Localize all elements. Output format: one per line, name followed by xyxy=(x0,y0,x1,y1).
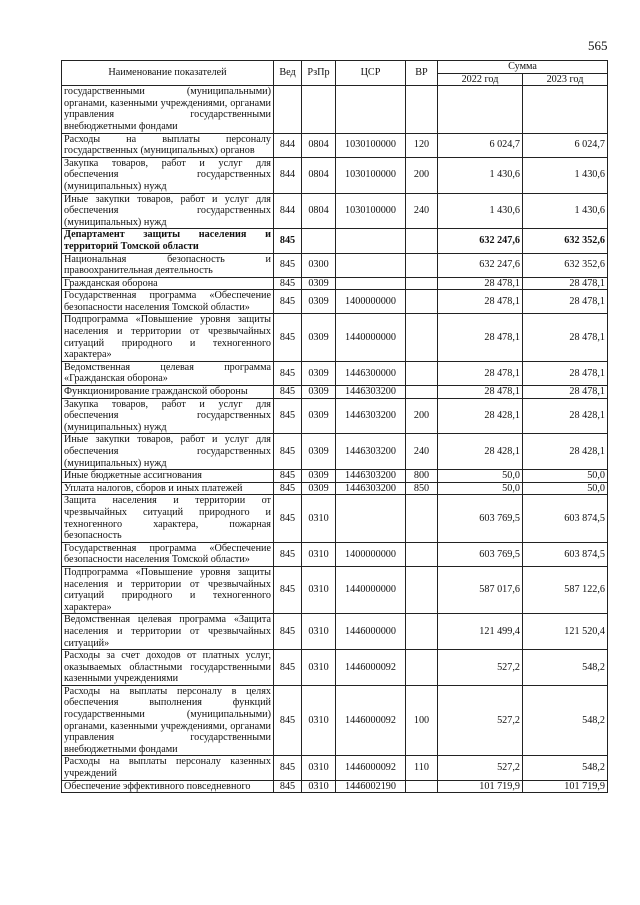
table-cell-sum-2023: 1 430,6 xyxy=(523,193,608,229)
table-cell-name: Иные бюджетные ассигнования xyxy=(62,470,274,483)
table-cell-sum-2022: 6 024,7 xyxy=(438,133,523,157)
table-row xyxy=(62,277,608,290)
table-cell-ved: 845 xyxy=(274,361,302,385)
table-cell-sum-2022 xyxy=(438,86,523,133)
table-cell-ved: 845 xyxy=(274,650,302,686)
table-cell-sum-2022: 28 478,1 xyxy=(438,290,523,314)
table-cell-sum-2022: 603 769,5 xyxy=(438,495,523,542)
table-cell-sum-2023: 121 520,4 xyxy=(523,614,608,650)
table-cell-sum-2022: 28 478,1 xyxy=(438,361,523,385)
table-cell-sum-2022: 50,0 xyxy=(438,482,523,495)
table-cell-csr xyxy=(336,253,406,277)
table-row xyxy=(62,253,608,277)
table-cell-rzpr: 0310 xyxy=(302,566,336,613)
table-cell-csr: 1030100000 xyxy=(336,193,406,229)
table-cell-sum-2022: 527,2 xyxy=(438,685,523,756)
table-cell-csr: 1446303200 xyxy=(336,434,406,470)
table-cell-name: Защита населения и территории от чрезвычайных ситуаций природного и техногенного характера, пожарная безопасность xyxy=(62,495,274,542)
table-cell-name: государственными (муниципальными) органами, казенными учреждениями, органами управления государственными внебюджетными фондами xyxy=(62,86,274,133)
table-cell-ved: 844 xyxy=(274,133,302,157)
table-cell-name: Функционирование гражданской обороны xyxy=(62,386,274,399)
table-cell-rzpr: 0309 xyxy=(302,277,336,290)
table-cell-rzpr: 0309 xyxy=(302,361,336,385)
table-row xyxy=(62,157,608,193)
table-cell-csr: 1400000000 xyxy=(336,542,406,566)
table-cell-ved: 845 xyxy=(274,542,302,566)
table-cell-rzpr: 0310 xyxy=(302,495,336,542)
table-row xyxy=(62,470,608,483)
table-row xyxy=(62,398,608,434)
table-cell-csr xyxy=(336,86,406,133)
table-cell-csr: 1446303200 xyxy=(336,482,406,495)
table-row xyxy=(62,482,608,495)
table-cell-ved: 845 xyxy=(274,253,302,277)
table-cell-name: Ведомственная целевая программа «Защита населения и территории от чрезвычайных ситуаций» xyxy=(62,614,274,650)
table-body xyxy=(62,86,608,793)
table-cell-sum-2023: 587 122,6 xyxy=(523,566,608,613)
table-cell-ved: 844 xyxy=(274,193,302,229)
table-cell-ved: 845 xyxy=(274,495,302,542)
table-cell-sum-2022: 50,0 xyxy=(438,470,523,483)
table-cell-sum-2022: 28 428,1 xyxy=(438,398,523,434)
table-cell-sum-2023: 28 478,1 xyxy=(523,290,608,314)
table-cell-sum-2023: 6 024,7 xyxy=(523,133,608,157)
table-cell-ved: 845 xyxy=(274,314,302,361)
table-cell-vr: 110 xyxy=(406,756,438,780)
table-cell-ved: 845 xyxy=(274,277,302,290)
table-cell-sum-2023: 548,2 xyxy=(523,756,608,780)
table-cell-ved: 845 xyxy=(274,756,302,780)
table-cell-csr: 1440000000 xyxy=(336,566,406,613)
table-cell-csr: 1446303200 xyxy=(336,398,406,434)
table-cell-name: Подпрограмма «Повышение уровня защиты населения и территории от чрезвычайных ситуаций природного и техногенного характера» xyxy=(62,566,274,613)
table-cell-rzpr: 0309 xyxy=(302,398,336,434)
table-cell-ved: 845 xyxy=(274,470,302,483)
table-cell-sum-2023: 1 430,6 xyxy=(523,157,608,193)
table-cell-name: Ведомственная целевая программа «Гражданская оборона» xyxy=(62,361,274,385)
table-cell-vr xyxy=(406,614,438,650)
table-cell-rzpr: 0309 xyxy=(302,290,336,314)
table-cell-vr xyxy=(406,253,438,277)
table-cell-sum-2022: 1 430,6 xyxy=(438,193,523,229)
table-cell-vr: 100 xyxy=(406,685,438,756)
table-cell-name: Государственная программа «Обеспечение безопасности населения Томской области» xyxy=(62,290,274,314)
table-cell-vr: 240 xyxy=(406,434,438,470)
table-cell-sum-2022: 603 769,5 xyxy=(438,542,523,566)
table-cell-ved: 845 xyxy=(274,566,302,613)
table-cell-vr xyxy=(406,86,438,133)
table-cell-vr xyxy=(406,566,438,613)
table-cell-sum-2023: 28 478,1 xyxy=(523,277,608,290)
table-row xyxy=(62,290,608,314)
table-cell-csr: 1446000092 xyxy=(336,650,406,686)
table-cell-rzpr xyxy=(302,229,336,253)
table-cell-csr: 1030100000 xyxy=(336,133,406,157)
table-cell-vr: 200 xyxy=(406,157,438,193)
table-cell-csr: 1446300000 xyxy=(336,361,406,385)
table-cell-sum-2022: 121 499,4 xyxy=(438,614,523,650)
table-cell-vr xyxy=(406,780,438,793)
table-cell-csr: 1446000092 xyxy=(336,685,406,756)
table-cell-name: Государственная программа «Обеспечение безопасности населения Томской области» xyxy=(62,542,274,566)
table-cell-rzpr: 0310 xyxy=(302,685,336,756)
table-cell-sum-2022: 527,2 xyxy=(438,756,523,780)
table-cell-ved: 845 xyxy=(274,614,302,650)
table-cell-vr xyxy=(406,542,438,566)
table-cell-rzpr: 0804 xyxy=(302,133,336,157)
table-cell-csr: 1446000092 xyxy=(336,756,406,780)
table-cell-rzpr: 0309 xyxy=(302,482,336,495)
table-row xyxy=(62,434,608,470)
table-cell-rzpr: 0310 xyxy=(302,780,336,793)
table-cell-ved: 845 xyxy=(274,229,302,253)
table-row xyxy=(62,650,608,686)
table-cell-vr xyxy=(406,650,438,686)
table-cell-sum-2023: 50,0 xyxy=(523,470,608,483)
table-cell-name: Закупка товаров, работ и услуг для обеспечения государственных (муниципальных) нужд xyxy=(62,398,274,434)
table-cell-ved xyxy=(274,86,302,133)
header-summa: Сумма xyxy=(438,61,608,74)
table-cell-rzpr: 0310 xyxy=(302,756,336,780)
table-cell-sum-2023: 603 874,5 xyxy=(523,542,608,566)
table-cell-rzpr: 0310 xyxy=(302,650,336,686)
table-cell-name: Гражданская оборона xyxy=(62,277,274,290)
table-cell-rzpr: 0300 xyxy=(302,253,336,277)
table-cell-vr xyxy=(406,229,438,253)
table-cell-rzpr: 0309 xyxy=(302,434,336,470)
table-cell-ved: 845 xyxy=(274,482,302,495)
table-cell-sum-2023: 603 874,5 xyxy=(523,495,608,542)
table-row xyxy=(62,86,608,133)
header-name: Наименование показателей xyxy=(62,61,274,86)
table-cell-rzpr: 0309 xyxy=(302,470,336,483)
table-cell-ved: 845 xyxy=(274,386,302,399)
table-cell-sum-2022: 632 247,6 xyxy=(438,229,523,253)
table-cell-sum-2022: 28 478,1 xyxy=(438,277,523,290)
table-cell-name: Закупка товаров, работ и услуг для обеспечения государственных (муниципальных) нужд xyxy=(62,157,274,193)
header-ved: Вед xyxy=(274,61,302,86)
header-year-2022: 2022 год xyxy=(438,73,523,86)
table-cell-rzpr xyxy=(302,86,336,133)
table-cell-sum-2023 xyxy=(523,86,608,133)
table-cell-ved: 845 xyxy=(274,398,302,434)
table-cell-vr xyxy=(406,290,438,314)
table-cell-vr: 240 xyxy=(406,193,438,229)
table-cell-vr xyxy=(406,495,438,542)
table-cell-sum-2022: 527,2 xyxy=(438,650,523,686)
header-rzpr: РзПр xyxy=(302,61,336,86)
table-cell-vr: 850 xyxy=(406,482,438,495)
table-cell-name: Расходы за счет доходов от платных услуг, оказываемых областными государственными казенными учреждениями xyxy=(62,650,274,686)
table-cell-sum-2023: 548,2 xyxy=(523,650,608,686)
table-cell-csr: 1446002190 xyxy=(336,780,406,793)
table-row xyxy=(62,386,608,399)
table-row xyxy=(62,756,608,780)
header-vr: ВР xyxy=(406,61,438,86)
table-row xyxy=(62,685,608,756)
table-cell-rzpr: 0309 xyxy=(302,386,336,399)
table-row xyxy=(62,133,608,157)
table-cell-sum-2023: 632 352,6 xyxy=(523,229,608,253)
table-cell-rzpr: 0309 xyxy=(302,314,336,361)
table-cell-vr: 200 xyxy=(406,398,438,434)
table-cell-csr: 1446000000 xyxy=(336,614,406,650)
table-row xyxy=(62,542,608,566)
table-cell-name: Департамент защиты населения и территорий Томской области xyxy=(62,229,274,253)
table-cell-name: Расходы на выплаты персоналу в целях обеспечения выполнения функций государственными (муниципальными) органами, казенными учреждениями, органами управления государственными внебюджетными фондами xyxy=(62,685,274,756)
table-cell-sum-2023: 101 719,9 xyxy=(523,780,608,793)
table-cell-rzpr: 0310 xyxy=(302,614,336,650)
table-cell-csr: 1446303200 xyxy=(336,386,406,399)
table-cell-vr xyxy=(406,386,438,399)
budget-table xyxy=(61,60,608,793)
table-cell-vr xyxy=(406,361,438,385)
table-cell-csr: 1030100000 xyxy=(336,157,406,193)
table-row xyxy=(62,193,608,229)
table-cell-sum-2023: 28 428,1 xyxy=(523,434,608,470)
table-cell-sum-2022: 28 478,1 xyxy=(438,314,523,361)
table-cell-csr xyxy=(336,277,406,290)
table-cell-sum-2023: 28 478,1 xyxy=(523,314,608,361)
table-cell-csr: 1446303200 xyxy=(336,470,406,483)
table-cell-name: Иные закупки товаров, работ и услуг для обеспечения государственных (муниципальных) нужд xyxy=(62,434,274,470)
table-cell-vr: 120 xyxy=(406,133,438,157)
table-row xyxy=(62,566,608,613)
table-cell-csr: 1440000000 xyxy=(336,314,406,361)
table-cell-name: Национальная безопасность и правоохранительная деятельность xyxy=(62,253,274,277)
table-cell-name: Уплата налогов, сборов и иных платежей xyxy=(62,482,274,495)
table-cell-sum-2023: 28 478,1 xyxy=(523,386,608,399)
table-cell-ved: 844 xyxy=(274,157,302,193)
table-cell-name: Расходы на выплаты персоналу казенных учреждений xyxy=(62,756,274,780)
table-cell-ved: 845 xyxy=(274,780,302,793)
table-cell-sum-2022: 1 430,6 xyxy=(438,157,523,193)
table-cell-rzpr: 0804 xyxy=(302,157,336,193)
table-cell-ved: 845 xyxy=(274,290,302,314)
table-cell-sum-2023: 548,2 xyxy=(523,685,608,756)
header-csr: ЦСР xyxy=(336,61,406,86)
table-row xyxy=(62,780,608,793)
header-year-2023: 2023 год xyxy=(523,73,608,86)
table-cell-name: Подпрограмма «Повышение уровня защиты населения и территории от чрезвычайных ситуаций природного и техногенного характера» xyxy=(62,314,274,361)
table-cell-sum-2023: 632 352,6 xyxy=(523,253,608,277)
page-number: 565 xyxy=(588,38,608,53)
table-cell-rzpr: 0804 xyxy=(302,193,336,229)
table-cell-ved: 845 xyxy=(274,434,302,470)
table-cell-vr: 800 xyxy=(406,470,438,483)
table-cell-vr xyxy=(406,314,438,361)
table-row xyxy=(62,495,608,542)
table-cell-sum-2022: 632 247,6 xyxy=(438,253,523,277)
table-cell-csr xyxy=(336,229,406,253)
table-cell-name: Расходы на выплаты персоналу государственных (муниципальных) органов xyxy=(62,133,274,157)
table-cell-name: Обеспечение эффективного повседневного xyxy=(62,780,274,793)
table-row xyxy=(62,614,608,650)
table-cell-sum-2022: 28 428,1 xyxy=(438,434,523,470)
table-cell-csr: 1400000000 xyxy=(336,290,406,314)
table-row xyxy=(62,229,608,253)
table-cell-sum-2023: 28 428,1 xyxy=(523,398,608,434)
table-cell-ved: 845 xyxy=(274,685,302,756)
table-row xyxy=(62,314,608,361)
table-cell-vr xyxy=(406,277,438,290)
table-cell-sum-2022: 28 478,1 xyxy=(438,386,523,399)
table-cell-sum-2023: 28 478,1 xyxy=(523,361,608,385)
table-cell-name: Иные закупки товаров, работ и услуг для обеспечения государственных (муниципальных) нужд xyxy=(62,193,274,229)
table-cell-csr xyxy=(336,495,406,542)
table-cell-sum-2023: 50,0 xyxy=(523,482,608,495)
table-cell-sum-2022: 101 719,9 xyxy=(438,780,523,793)
table-row xyxy=(62,361,608,385)
table-cell-sum-2022: 587 017,6 xyxy=(438,566,523,613)
table-cell-rzpr: 0310 xyxy=(302,542,336,566)
